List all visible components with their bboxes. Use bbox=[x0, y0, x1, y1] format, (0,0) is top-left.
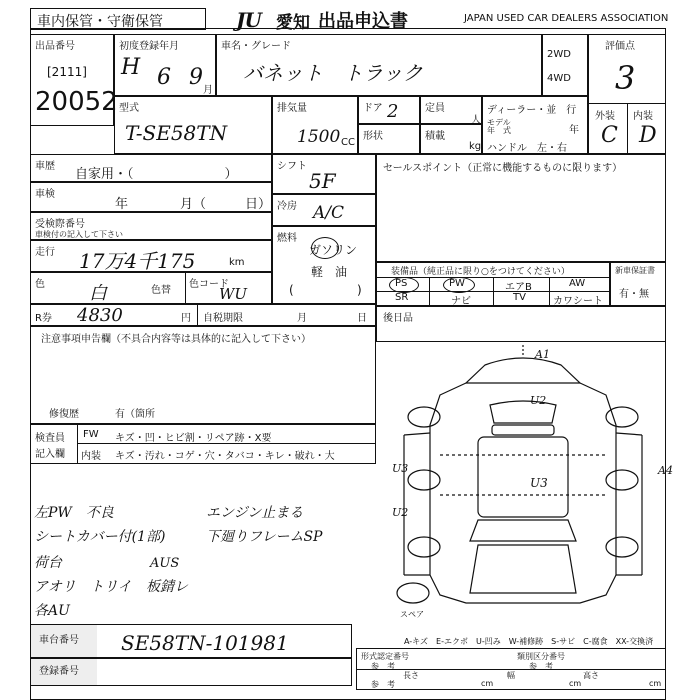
fuel-value: ガソリン bbox=[309, 243, 358, 257]
remark-5: 各AU bbox=[34, 603, 70, 619]
newcar-label: 新車保証書 bbox=[615, 266, 655, 275]
equip-navi: ナビ bbox=[451, 296, 471, 307]
header-org: 愛知 bbox=[276, 13, 310, 33]
recv-box bbox=[30, 212, 272, 240]
equip-sr: SR bbox=[395, 292, 409, 303]
rating-ext: C bbox=[601, 123, 618, 148]
equip-airbag: エアB bbox=[505, 282, 532, 293]
newcar-value: 有・無 bbox=[619, 289, 649, 300]
chassis-box bbox=[30, 624, 352, 658]
load-box bbox=[420, 124, 482, 154]
newcar-box bbox=[610, 262, 666, 306]
spec-cm-2: cm bbox=[569, 679, 582, 688]
reg-era: H bbox=[121, 55, 141, 80]
spec-ref-3: 参 考 bbox=[371, 680, 395, 689]
shift-label: シフト bbox=[277, 161, 307, 172]
dealer-line2: モデル bbox=[487, 118, 511, 127]
chassis-label: 車台番号 bbox=[31, 625, 97, 657]
disp-value: 1500 bbox=[297, 127, 341, 147]
drive-2wd: 2WD bbox=[547, 49, 571, 60]
mileage-value: 17万4千175 bbox=[79, 249, 196, 273]
recv-note: 車検付の記入して下さい bbox=[35, 230, 123, 239]
ju-logo-text: JU bbox=[236, 8, 261, 32]
header-english: JAPAN USED CAR DEALERS ASSOCIATION bbox=[464, 13, 669, 24]
selling-box bbox=[376, 154, 666, 262]
recycle-label: R券 bbox=[35, 313, 52, 324]
color-code: WU bbox=[219, 285, 248, 303]
reg-year: 6 bbox=[157, 65, 171, 90]
remark-right-3: AUS bbox=[150, 556, 180, 571]
spec-cm-3: cm bbox=[649, 679, 662, 688]
shape-label: 形状 bbox=[363, 131, 383, 142]
equip-pw: PW bbox=[449, 278, 465, 289]
spec-ref-1: 参 考 bbox=[371, 662, 395, 671]
rating-box bbox=[588, 34, 666, 154]
diagram-label-a1: A1 bbox=[535, 348, 550, 361]
selling-label: セールスポイント（正常に機能するものに限ります） bbox=[383, 163, 623, 174]
damage-diagram bbox=[380, 345, 666, 620]
remark-right-1: エンジン止まる bbox=[206, 505, 304, 521]
notes-repair-label: 修復歴 bbox=[49, 409, 79, 420]
equip-seat: カワシート bbox=[553, 296, 603, 307]
shift-value: 5F bbox=[309, 169, 336, 193]
spec-class-label: 類別区分番号 bbox=[517, 652, 565, 661]
mileage-label: 走行 bbox=[35, 247, 55, 258]
doors-label: ドア bbox=[363, 103, 383, 114]
reg-month-unit: 月 bbox=[203, 85, 213, 96]
inspector-in-items: キズ・汚れ・コゲ・穴・タバコ・キレ・破れ・大 bbox=[115, 451, 335, 462]
spec-ref-2: 参 考 bbox=[529, 662, 553, 671]
dealer-handle: ハンドル 左・右 bbox=[487, 143, 567, 154]
model-value: T-SE58TN bbox=[125, 121, 228, 145]
recycle-month: 月 bbox=[297, 313, 307, 324]
shape-box bbox=[358, 124, 420, 154]
diagram-spare: スペア bbox=[400, 610, 424, 619]
inspection-value: 年 月（ 日） bbox=[115, 197, 272, 212]
recycle-day: 日 bbox=[357, 313, 367, 324]
lot-label: 出品番号 bbox=[35, 41, 75, 52]
spec-cert-label: 形式認定番号 bbox=[361, 652, 409, 661]
ac-label: 冷房 bbox=[277, 201, 297, 212]
regno-box bbox=[30, 658, 352, 686]
owner-box bbox=[376, 306, 666, 342]
drive-box bbox=[542, 34, 588, 96]
chassis-value: SE58TN-101981 bbox=[121, 631, 289, 655]
dealer-line3: 年 式 bbox=[487, 126, 511, 135]
header-left-title: 車内保管・守衛保管 bbox=[37, 14, 163, 30]
ac-value: A/C bbox=[313, 203, 345, 223]
owner-label: 後日品 bbox=[383, 313, 413, 324]
color-label: 色 bbox=[35, 279, 45, 290]
notes-box bbox=[30, 326, 376, 424]
color-value: 白 bbox=[89, 283, 107, 304]
dealer-line1: ディーラー・並 行 bbox=[487, 105, 577, 116]
equip-pw-circle bbox=[443, 277, 475, 293]
diagram-label-a4: A4 bbox=[658, 464, 673, 477]
equip-label: 装備品（純正品に限り○をつけてください） bbox=[391, 267, 570, 277]
capacity-box bbox=[420, 96, 482, 124]
inspector-label1: 検査員 bbox=[35, 433, 65, 444]
mileage-unit: km bbox=[229, 257, 245, 268]
color-code-label: 色コード bbox=[189, 279, 229, 290]
inspector-in: 内装 bbox=[81, 451, 101, 462]
remark-1: 左PW 不良 bbox=[34, 505, 114, 521]
diagram-label-u3a: U3 bbox=[392, 462, 409, 475]
spec-wid: 幅 bbox=[507, 671, 515, 680]
lot-box bbox=[30, 34, 118, 126]
remark-right-4: 板錆レ bbox=[146, 579, 188, 595]
inspection-box bbox=[30, 182, 272, 212]
history-label: 車歴 bbox=[35, 161, 55, 172]
equip-box bbox=[376, 262, 610, 306]
load-unit: kg bbox=[469, 141, 482, 152]
history-box bbox=[30, 154, 272, 182]
remark-right-2: 下廻りフレームSP bbox=[206, 529, 323, 545]
header-left-box bbox=[30, 8, 206, 30]
notes-repair-value: 有（箇所 bbox=[115, 409, 155, 420]
notes-label: 注意事項申告欄（不具合内容等は具体的に記入して下さい） bbox=[41, 334, 311, 345]
reg-box bbox=[114, 34, 216, 96]
spec-len: 長さ bbox=[403, 671, 419, 680]
fuel-label: 燃料 bbox=[277, 233, 297, 244]
inspector-fw: FW bbox=[83, 429, 99, 440]
inspector-fw-items: キズ・凹・ヒビ割・リペア跡・X要 bbox=[115, 433, 272, 444]
rating-value: 3 bbox=[615, 59, 636, 97]
fuel-diesel: 軽 油 bbox=[311, 265, 348, 279]
rating-int: D bbox=[639, 123, 657, 148]
diagram-label-u3b: U3 bbox=[530, 476, 548, 490]
fuel-box: 燃料 ガソリン 軽 油 ( ) bbox=[272, 226, 376, 304]
equip-ps-circle bbox=[389, 277, 419, 293]
shift-box bbox=[272, 154, 376, 194]
disp-unit: CC bbox=[341, 137, 355, 148]
lot-sub: [2111] bbox=[47, 65, 87, 79]
disp-label: 排気量 bbox=[277, 103, 307, 114]
doors-value: 2 bbox=[387, 101, 399, 122]
recycle-value: 4830 bbox=[77, 305, 123, 326]
reg-label: 初度登録年月 bbox=[119, 41, 179, 52]
dealer-year-unit: 年 bbox=[569, 125, 579, 136]
ac-box bbox=[272, 194, 376, 226]
spec-box bbox=[356, 648, 666, 690]
history-value: 自家用・（ ） bbox=[75, 167, 238, 182]
drive-4wd: 4WD bbox=[547, 73, 571, 84]
recycle-unit: 円 bbox=[181, 313, 191, 324]
mileage-box bbox=[30, 240, 272, 272]
name-label: 車名・グレード bbox=[221, 41, 291, 52]
equip-ps: PS bbox=[395, 278, 408, 289]
dealer-box bbox=[482, 96, 588, 154]
reg-month: 9 bbox=[189, 65, 203, 90]
capacity-unit: 人 bbox=[471, 115, 481, 126]
spec-cm-1: cm bbox=[481, 679, 494, 688]
model-box bbox=[114, 96, 272, 154]
diagram-label-u2b: U2 bbox=[392, 506, 409, 519]
color-change-label: 色替 bbox=[151, 285, 171, 296]
model-label: 型式 bbox=[119, 103, 139, 114]
inspector-box bbox=[30, 424, 376, 464]
diagram-legend: A-キズ E-エクボ U-凹み W-補修跡 S-サビ C-腐食 XX-交換済 bbox=[404, 637, 654, 646]
ju-logo bbox=[236, 8, 276, 30]
remark-3: 荷台 bbox=[34, 555, 62, 571]
regno-label: 登録番号 bbox=[31, 659, 97, 685]
diagram-label-u2: U2 bbox=[530, 394, 547, 407]
name-value: バネット トラック bbox=[243, 61, 423, 85]
inspector-label2: 記入欄 bbox=[35, 449, 65, 460]
recycle-box bbox=[30, 304, 376, 326]
remark-2: シートカバー付(1部) bbox=[34, 529, 166, 545]
name-box bbox=[216, 34, 542, 96]
capacity-label: 定員 bbox=[425, 103, 445, 114]
load-label: 積載 bbox=[425, 131, 445, 142]
rating-ext-label: 外装 bbox=[595, 111, 615, 122]
disp-box bbox=[272, 96, 358, 154]
remark-4: アオリ トリイ bbox=[34, 579, 132, 595]
lot-number: 20052 bbox=[35, 87, 118, 117]
color-box bbox=[30, 272, 272, 304]
doors-box bbox=[358, 96, 420, 124]
equip-aw: AW bbox=[569, 278, 586, 289]
recv-label: 受検際番号 bbox=[35, 219, 85, 230]
recycle-tax-label: 自税期限 bbox=[203, 313, 243, 324]
rating-int-label: 内装 bbox=[633, 111, 653, 122]
inspection-label: 車検 bbox=[35, 189, 55, 200]
spec-hei: 高さ bbox=[583, 671, 599, 680]
rating-label: 評価点 bbox=[605, 41, 635, 52]
header-sheet-title: 出品申込書 bbox=[318, 11, 408, 32]
equip-tv: TV bbox=[513, 292, 526, 303]
